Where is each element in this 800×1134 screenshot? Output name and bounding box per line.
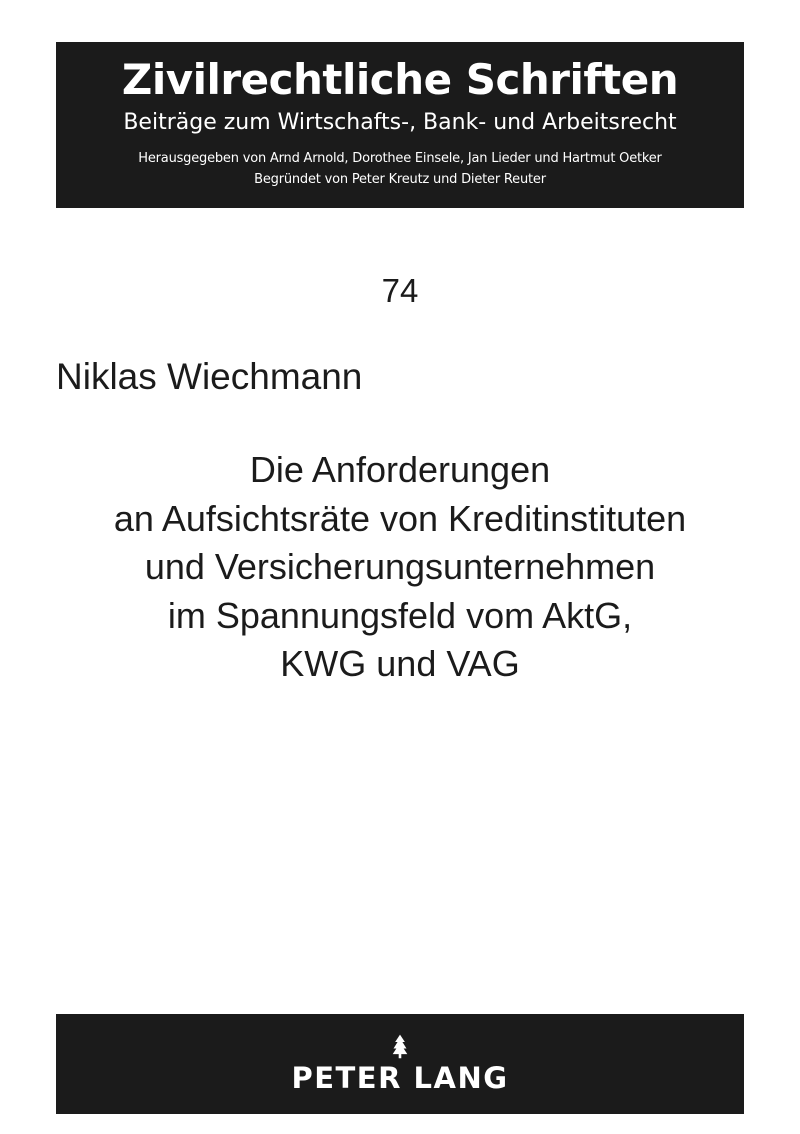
volume-number: 74 xyxy=(381,272,419,309)
book-title xyxy=(0,446,800,689)
book-title-line: KWG und VAG xyxy=(280,643,520,685)
book-title-line: Die Anforderungen xyxy=(249,449,551,490)
book-title-line: im Spannungsfeld vom AktG, xyxy=(167,594,633,636)
publisher-band xyxy=(56,1014,744,1114)
author-name: Niklas Wiechmann xyxy=(56,356,363,397)
publisher-logo xyxy=(56,1014,744,1114)
series-subtitle: Beiträge zum Wirtschafts-, Bank- und Arbeitsrecht xyxy=(123,110,677,136)
series-title: Zivilrechtliche Schriften xyxy=(121,55,679,104)
publisher-name: PETER LANG xyxy=(291,1061,509,1095)
series-founders: Begründet von Peter Kreutz und Dieter Reuter xyxy=(254,172,546,188)
series-editors: Herausgegeben von Arnd Arnold, Dorothee Einsele, Jan Lieder und Hartmut Oetker xyxy=(138,151,662,167)
lang-tree-icon xyxy=(387,1033,413,1059)
book-title-line: und Versicherungsunternehmen xyxy=(144,546,656,588)
book-title-line: an Aufsichtsräte von Kreditinstituten xyxy=(113,497,687,539)
series-header-band xyxy=(56,42,744,208)
